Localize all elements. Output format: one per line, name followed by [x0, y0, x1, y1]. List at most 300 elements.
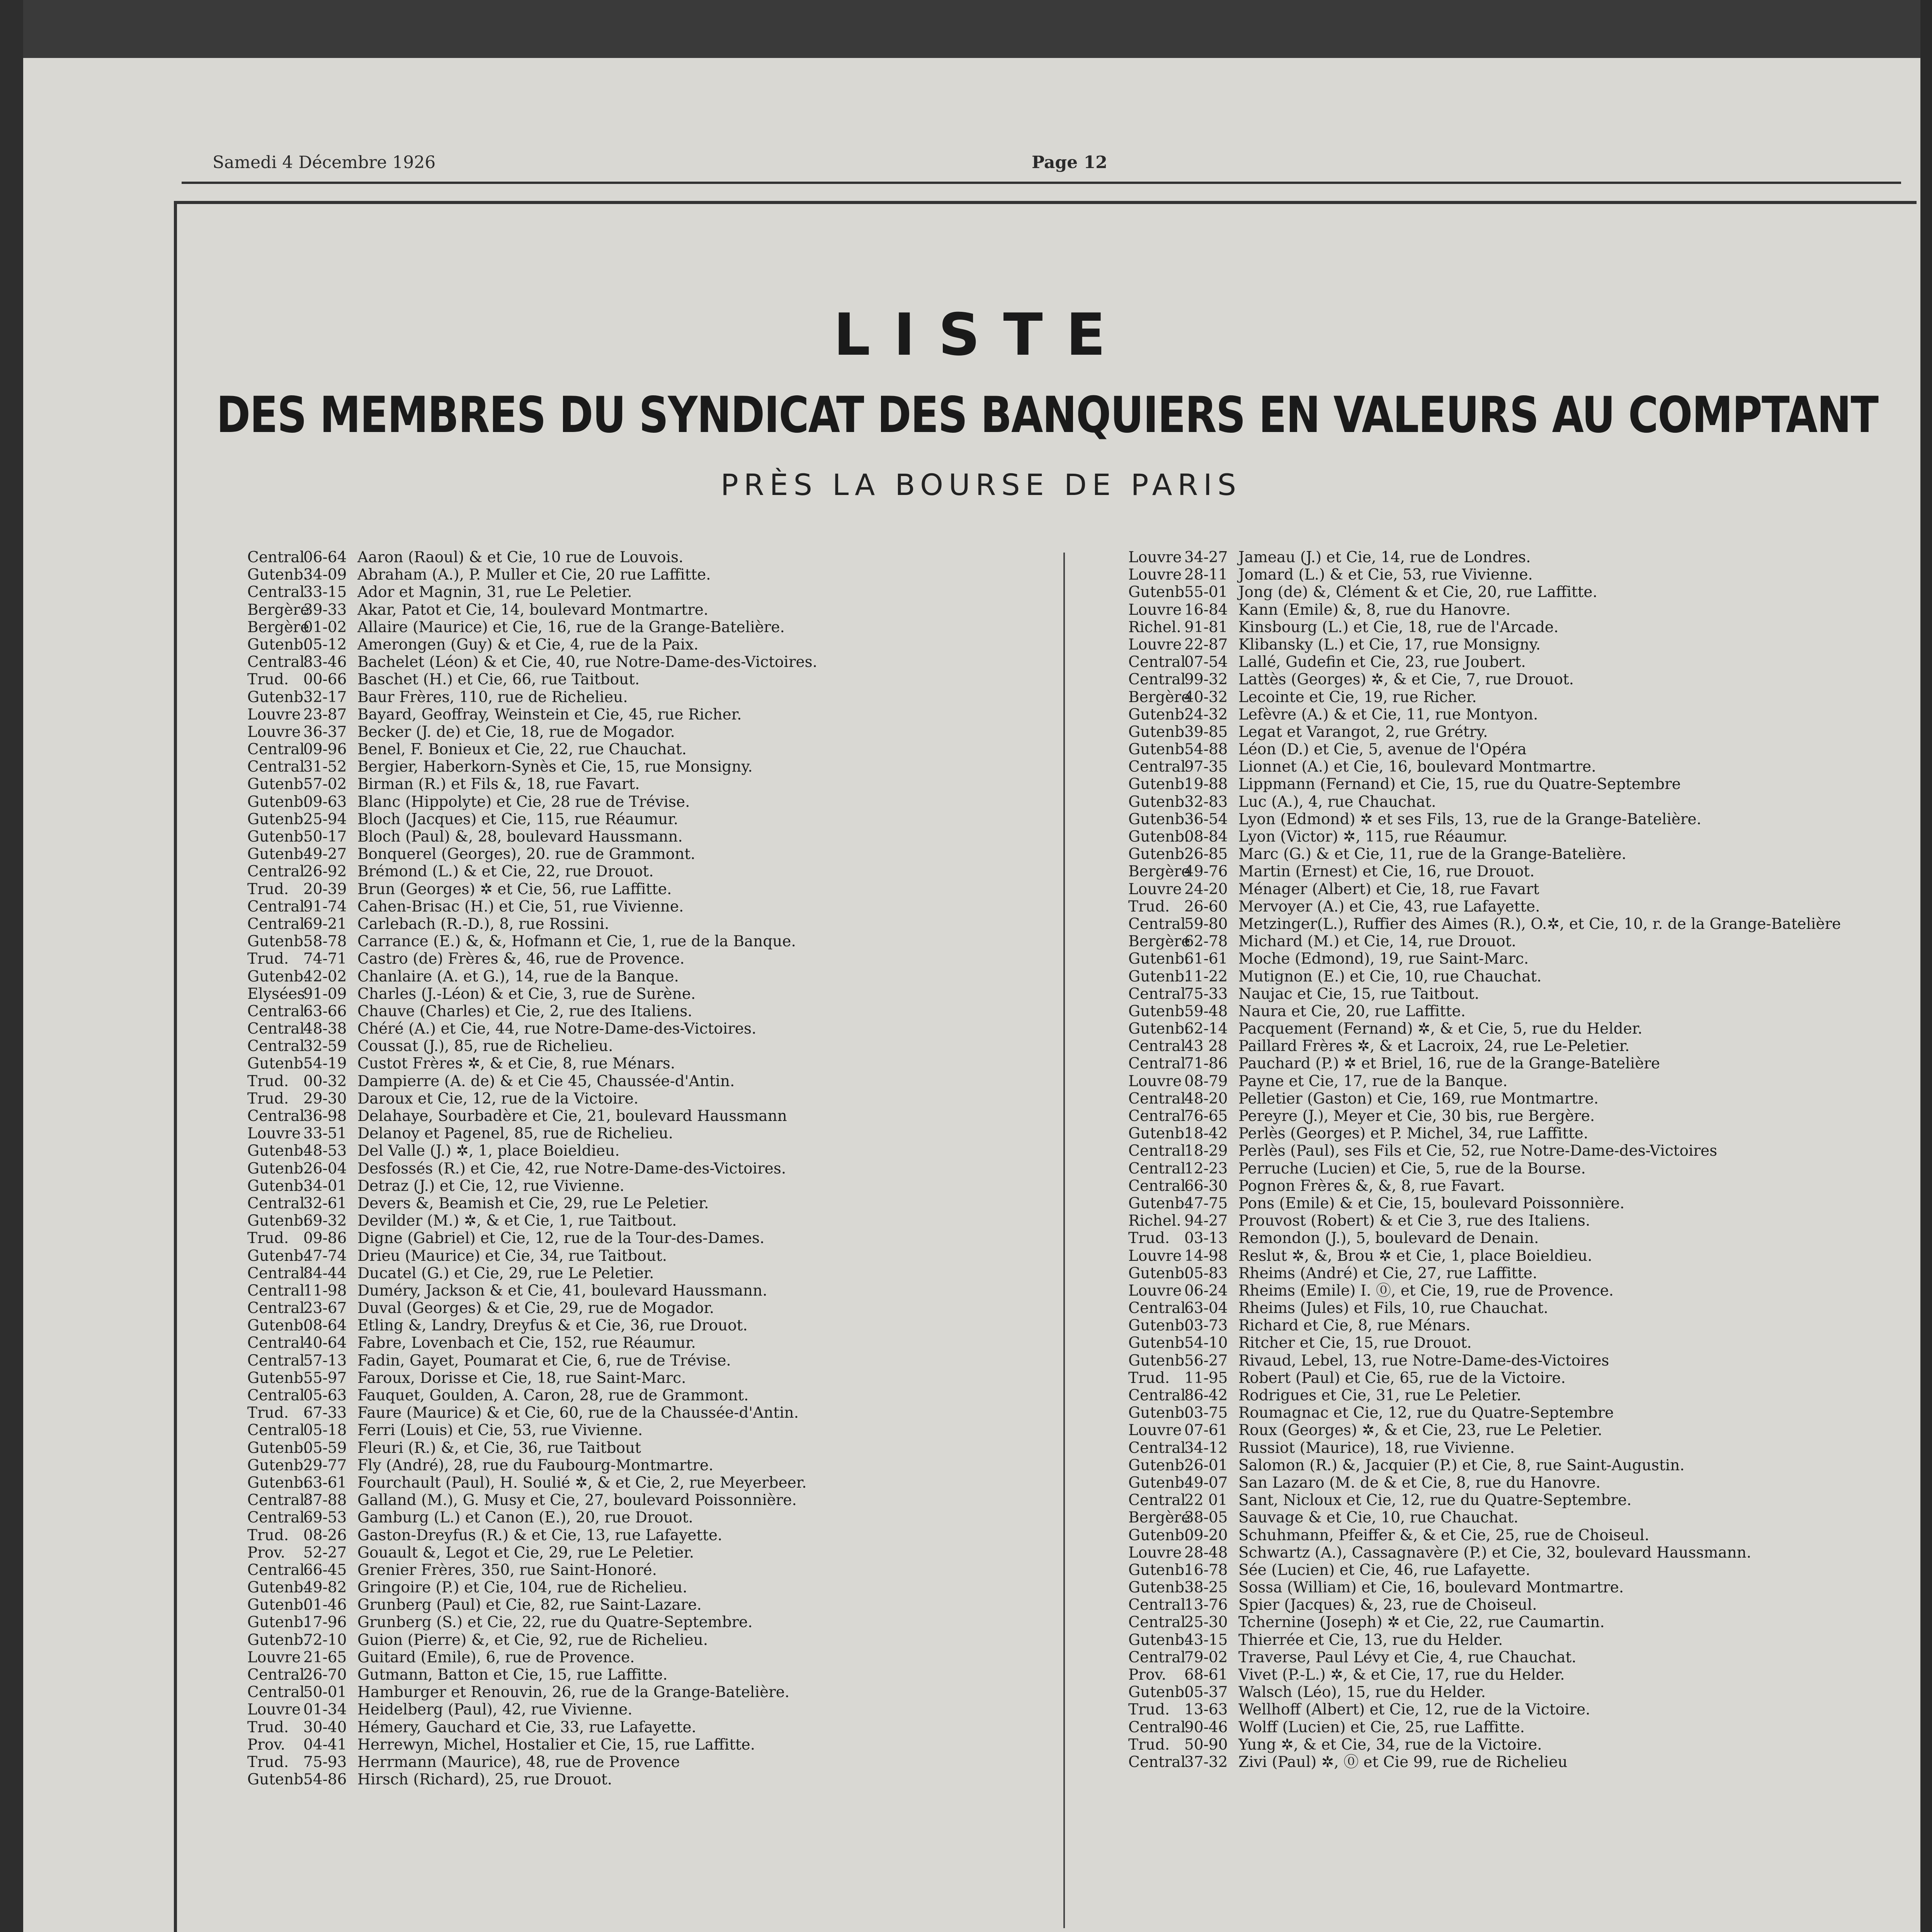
member-exchange: Gutenb. [1128, 1002, 1189, 1020]
member-phone: 09-86 [303, 1230, 347, 1247]
member-name-address: Schuhmann, Pfeiffer &, & et Cie, 25, rue de Choiseul. [1238, 1526, 1650, 1544]
member-phone: 20-39 [303, 880, 347, 898]
member-phone: 01-46 [303, 1596, 347, 1614]
member-name-address: Gutmann, Batton et Cie, 15, rue Laffitte. [357, 1666, 668, 1684]
member-name-address: Reslut ✲, &, Brou ✲ et Cie, 1, place Boieldieu. [1238, 1247, 1592, 1265]
member-phone: 49-07 [1184, 1474, 1228, 1492]
member-phone: 42-02 [303, 968, 347, 985]
member-exchange: Trud. [247, 1230, 289, 1247]
member-exchange: Gutenb. [247, 1596, 308, 1614]
member-phone: 22 01 [1184, 1492, 1228, 1509]
member-entry [247, 1649, 1059, 1666]
member-entry [1128, 1684, 1924, 1701]
member-entry [247, 1125, 1059, 1142]
member-name-address: Léon (D.) et Cie, 5, avenue de l'Opéra [1238, 741, 1527, 759]
member-phone: 67-33 [303, 1404, 347, 1422]
member-entry [247, 1334, 1059, 1352]
member-exchange: Central [247, 1020, 305, 1038]
member-entry [1128, 1020, 1924, 1037]
member-exchange: Gutenb. [247, 1439, 308, 1457]
member-exchange: Central [1128, 1299, 1186, 1317]
member-exchange: Central [247, 1509, 305, 1527]
member-phone: 26-01 [1184, 1456, 1228, 1474]
member-phone: 13-63 [1184, 1701, 1228, 1719]
member-phone: 63-66 [303, 1002, 347, 1020]
member-entry [1128, 1195, 1924, 1212]
member-name-address: Kann (Emile) &, 8, rue du Hanovre. [1238, 601, 1511, 619]
member-phone: 34-09 [303, 566, 347, 584]
member-exchange: Gutenb. [247, 1614, 308, 1631]
member-phone: 75-93 [303, 1753, 347, 1771]
member-name-address: Bloch (Paul) &, 28, boulevard Haussmann. [357, 828, 683, 845]
member-phone: 22-87 [1184, 636, 1228, 653]
member-entry [247, 1561, 1059, 1579]
member-name-address: Pons (Emile) & et Cie, 15, boulevard Poissonnière. [1238, 1194, 1625, 1212]
member-name-address: Gamburg (L.) et Canon (E.), 20, rue Drouot. [357, 1509, 693, 1527]
member-exchange: Central [247, 1264, 305, 1282]
member-phone: 03-13 [1184, 1230, 1228, 1247]
member-entry [247, 1317, 1059, 1334]
member-exchange: Gutenb. [1128, 1579, 1189, 1597]
member-exchange: Gutenb. [247, 968, 308, 985]
member-name-address: Castro (de) Frères &, 46, rue de Provence. [357, 950, 685, 968]
member-name-address: Rodrigues et Cie, 31, rue Le Peletier. [1238, 1387, 1521, 1404]
member-name-address: Becker (J. de) et Cie, 18, rue de Mogador. [357, 723, 675, 741]
member-name-address: Wolff (Lucien) et Cie, 25, rue Laffitte. [1238, 1718, 1525, 1736]
member-phone: 48-20 [1184, 1090, 1228, 1107]
member-name-address: Lefèvre (A.) & et Cie, 11, rue Montyon. [1238, 706, 1538, 723]
member-exchange: Gutenb. [1128, 1561, 1189, 1579]
member-name-address: Bayard, Geoffray, Weinstein et Cie, 45, rue Richer. [357, 706, 742, 723]
member-phone: 50-01 [303, 1684, 347, 1701]
member-exchange: Gutenb. [1128, 1526, 1189, 1544]
member-entry [1128, 1317, 1924, 1334]
member-exchange: Central [1128, 1492, 1186, 1509]
member-entry [1128, 1177, 1924, 1195]
member-exchange: Prov. [247, 1736, 286, 1753]
member-entry [1128, 1247, 1924, 1265]
member-name-address: Chauve (Charles) et Cie, 2, rue des Italiens. [357, 1002, 692, 1020]
member-phone: 05-18 [303, 1422, 347, 1439]
member-phone: 50-17 [303, 828, 347, 845]
member-exchange: Central [1128, 1439, 1186, 1457]
member-exchange: Louvre [247, 723, 301, 741]
member-phone: 54-88 [1184, 741, 1228, 759]
member-entry [1128, 1299, 1924, 1317]
member-phone: 43-15 [1184, 1631, 1228, 1649]
member-name-address: Pauchard (P.) ✲ et Briel, 16, rue de la Grange-Batelière [1238, 1055, 1660, 1073]
member-exchange: Gutenb. [1128, 706, 1189, 723]
member-name-address: Abraham (A.), P. Muller et Cie, 20 rue Laffitte. [357, 566, 711, 584]
member-exchange: Gutenb. [1128, 776, 1189, 793]
member-phone: 39-33 [303, 601, 347, 619]
member-exchange: Gutenb. [247, 636, 308, 653]
member-name-address: Daroux et Cie, 12, rue de la Victoire. [357, 1090, 639, 1107]
member-phone: 58-78 [303, 933, 347, 951]
member-entry [247, 933, 1059, 950]
member-phone: 66-30 [1184, 1177, 1228, 1195]
member-name-address: Klibansky (L.) et Cie, 17, rue Monsigny. [1238, 636, 1541, 653]
member-phone: 43 28 [1184, 1037, 1228, 1055]
member-exchange: Gutenb. [1128, 583, 1189, 601]
member-phone: 28-48 [1184, 1544, 1228, 1561]
member-phone: 39-85 [1184, 723, 1228, 741]
member-exchange: Central [1128, 1614, 1186, 1631]
member-entry [247, 1055, 1059, 1072]
member-entry [247, 793, 1059, 811]
member-entry [1128, 828, 1924, 845]
member-entry [247, 636, 1059, 653]
member-name-address: Faure (Maurice) & et Cie, 60, rue de la Chaussée-d'Antin. [357, 1404, 799, 1422]
member-name-address: Hamburger et Renouvin, 26, rue de la Grange-Batelière. [357, 1684, 790, 1701]
member-exchange: Richel. [1128, 1212, 1181, 1230]
member-exchange: Trud. [247, 880, 289, 898]
member-exchange: Trud. [247, 1526, 289, 1544]
member-exchange: Bergère [1128, 863, 1190, 881]
member-name-address: Schwartz (A.), Cassagnavère (P.) et Cie, 32, boulevard Haussmann. [1238, 1544, 1752, 1561]
member-exchange: Gutenb. [247, 566, 308, 584]
member-exchange: Central [247, 915, 305, 933]
member-name-address: Ador et Magnin, 31, rue Le Peletier. [357, 583, 632, 601]
member-entry [1128, 583, 1924, 601]
member-phone: 05-12 [303, 636, 347, 653]
member-name-address: Moche (Edmond), 19, rue Saint-Marc. [1238, 950, 1529, 968]
member-name-address: Devers &, Beamish et Cie, 29, rue Le Peletier. [357, 1194, 709, 1212]
member-name-address: Pelletier (Gaston) et Cie, 169, rue Montmartre. [1238, 1090, 1599, 1107]
member-entry [247, 741, 1059, 758]
member-phone: 99-32 [1184, 671, 1228, 689]
member-name-address: Legat et Varangot, 2, rue Grétry. [1238, 723, 1488, 741]
member-exchange: Central [1128, 1753, 1186, 1771]
member-entry [247, 1736, 1059, 1753]
member-exchange: Central [247, 898, 305, 915]
member-entry [247, 758, 1059, 776]
member-name-address: Blanc (Hippolyte) et Cie, 28 rue de Trévise. [357, 793, 690, 811]
member-exchange: Central [247, 1387, 305, 1404]
member-phone: 57-13 [303, 1352, 347, 1369]
member-phone: 11-98 [303, 1282, 347, 1299]
member-entry [1128, 1352, 1924, 1369]
member-exchange: Trud. [247, 1753, 289, 1771]
member-entry [1128, 1282, 1924, 1299]
member-phone: 36-98 [303, 1107, 347, 1125]
member-exchange: Gutenb. [247, 845, 308, 863]
member-name-address: Guitard (Emile), 6, rue de Provence. [357, 1648, 635, 1666]
member-exchange: Louvre [1128, 549, 1182, 566]
member-phone: 26-04 [303, 1160, 347, 1177]
member-phone: 32-59 [303, 1037, 347, 1055]
member-entry [1128, 636, 1924, 653]
member-name-address: Etling &, Landry, Dreyfus & et Cie, 36, rue Drouot. [357, 1317, 748, 1335]
member-entry [247, 1247, 1059, 1265]
member-entry [247, 1003, 1059, 1020]
member-phone: 18-29 [1184, 1142, 1228, 1160]
member-entry [1128, 898, 1924, 915]
member-phone: 49-76 [1184, 863, 1228, 881]
member-name-address: Fabre, Lovenbach et Cie, 152, rue Réaumur. [357, 1334, 696, 1352]
member-phone: 14-98 [1184, 1247, 1228, 1265]
member-name-address: Traverse, Paul Lévy et Cie, 4, rue Chauchat. [1238, 1648, 1577, 1666]
member-name-address: Metzinger(L.), Ruffier des Aimes (R.), O.✲, et Cie, 10, r. de la Grange-Batelière [1238, 915, 1841, 933]
member-exchange: Louvre [247, 1701, 301, 1719]
member-exchange: Gutenb. [1128, 1474, 1189, 1492]
member-exchange: Louvre [247, 706, 301, 723]
member-phone: 29-30 [303, 1090, 347, 1107]
member-phone: 33-15 [303, 583, 347, 601]
member-entry [247, 1422, 1059, 1439]
member-phone: 83-46 [303, 653, 347, 671]
member-phone: 34-01 [303, 1177, 347, 1195]
member-phone: 16-84 [1184, 601, 1228, 619]
member-name-address: Digne (Gabriel) et Cie, 12, rue de la Tour-des-Dames. [357, 1230, 765, 1247]
member-exchange: Gutenb. [247, 1579, 308, 1597]
member-exchange: Louvre [1128, 880, 1182, 898]
member-exchange: Trud. [247, 671, 289, 689]
member-phone: 49-27 [303, 845, 347, 863]
member-entry [247, 1579, 1059, 1596]
member-exchange: Gutenb. [247, 1212, 308, 1230]
member-name-address: Hirsch (Richard), 25, rue Drouot. [357, 1771, 612, 1789]
member-phone: 40-32 [1184, 688, 1228, 706]
member-name-address: Wellhoff (Albert) et Cie, 12, rue de la Victoire. [1238, 1701, 1590, 1719]
member-entry [1128, 1073, 1924, 1090]
member-entry [1128, 1334, 1924, 1352]
member-name-address: Naujac et Cie, 15, rue Taitbout. [1238, 985, 1480, 1003]
member-entry [247, 1177, 1059, 1195]
member-name-address: Rheims (André) et Cie, 27, rue Laffitte. [1238, 1264, 1537, 1282]
member-exchange: Gutenb. [247, 1456, 308, 1474]
member-name-address: Devilder (M.) ✲, & et Cie, 1, rue Taitbout. [357, 1212, 677, 1230]
title-main: DES MEMBRES DU SYNDICAT DES BANQUIERS EN VALEURS AU COMPTANT [216, 386, 1878, 444]
member-phone: 69-21 [303, 915, 347, 933]
member-entry [1128, 1474, 1924, 1492]
page-number: Page 12 [1032, 153, 1107, 172]
member-entry [1128, 1561, 1924, 1579]
member-phone: 37-32 [1184, 1753, 1228, 1771]
member-phone: 68-61 [1184, 1666, 1228, 1684]
member-exchange: Gutenb. [247, 793, 308, 811]
member-exchange: Louvre [1128, 1247, 1182, 1265]
member-exchange: Gutenb. [1128, 1631, 1189, 1649]
member-name-address: Herrmann (Maurice), 48, rue de Provence [357, 1753, 680, 1771]
member-phone: 25-30 [1184, 1614, 1228, 1631]
member-entry [247, 915, 1059, 933]
member-phone: 63-04 [1184, 1299, 1228, 1317]
member-phone: 07-54 [1184, 653, 1228, 671]
member-name-address: Sée (Lucien) et Cie, 46, rue Lafayette. [1238, 1561, 1531, 1579]
member-entry [247, 1230, 1059, 1247]
member-entry [247, 1492, 1059, 1509]
member-entry [1128, 1649, 1924, 1666]
member-name-address: Rheims (Emile) I. ⓪, et Cie, 19, rue de Provence. [1238, 1282, 1614, 1299]
member-name-address: Vivet (P.-L.) ✲, & et Cie, 17, rue du Helder. [1238, 1666, 1565, 1684]
member-name-address: Baur Frères, 110, rue de Richelieu. [357, 688, 628, 706]
member-exchange: Central [1128, 1107, 1186, 1125]
member-entry [247, 881, 1059, 898]
member-exchange: Gutenb. [247, 1474, 308, 1492]
member-entry [1128, 933, 1924, 950]
member-phone: 71-86 [1184, 1055, 1228, 1073]
member-entry [1128, 1509, 1924, 1526]
member-entry [1128, 1160, 1924, 1177]
member-exchange: Bergère [247, 618, 310, 636]
member-exchange: Central [1128, 1387, 1186, 1404]
member-exchange: Central [247, 863, 305, 881]
member-name-address: Brun (Georges) ✲ et Cie, 56, rue Laffitte. [357, 880, 672, 898]
member-phone: 33-51 [303, 1125, 347, 1143]
member-entry [247, 601, 1059, 619]
member-name-address: Bergier, Haberkorn-Synès et Cie, 15, rue Monsigny. [357, 758, 753, 776]
member-phone: 62-78 [1184, 933, 1228, 951]
member-name-address: Rheims (Jules) et Fils, 10, rue Chauchat. [1238, 1299, 1548, 1317]
member-entry [1128, 1719, 1924, 1736]
member-phone: 69-53 [303, 1509, 347, 1527]
member-name-address: Yung ✲, & et Cie, 34, rue de la Victoire. [1238, 1736, 1542, 1753]
member-phone: 69-32 [303, 1212, 347, 1230]
member-name-address: Custot Frères ✲, & et Cie, 8, rue Ménars. [357, 1055, 675, 1073]
member-entry [1128, 1631, 1924, 1649]
member-name-address: Sossa (William) et Cie, 16, boulevard Montmartre. [1238, 1579, 1624, 1597]
member-name-address: Delanoy et Pagenel, 85, rue de Richelieu. [357, 1125, 673, 1143]
member-name-address: Perruche (Lucien) et Cie, 5, rue de la Bourse. [1238, 1160, 1586, 1177]
member-phone: 48-38 [303, 1020, 347, 1038]
member-phone: 38-25 [1184, 1579, 1228, 1597]
member-entry [247, 583, 1059, 601]
member-phone: 18-42 [1184, 1125, 1228, 1143]
member-entry [247, 1387, 1059, 1404]
member-exchange: Gutenb. [1128, 1264, 1189, 1282]
member-phone: 08-79 [1184, 1072, 1228, 1090]
member-phone: 00-66 [303, 671, 347, 689]
member-name-address: Grenier Frères, 350, rue Saint-Honoré. [357, 1561, 657, 1579]
member-entry [247, 1142, 1059, 1160]
member-entry [1128, 619, 1924, 636]
member-phone: 52-27 [303, 1544, 347, 1561]
member-exchange: Central [247, 1002, 305, 1020]
member-entry [1128, 671, 1924, 688]
member-entry [247, 566, 1059, 583]
member-entry [247, 723, 1059, 741]
member-phone: 06-64 [303, 549, 347, 566]
member-exchange: Gutenb. [247, 1055, 308, 1073]
member-phone: 49-82 [303, 1579, 347, 1597]
member-phone: 91-81 [1184, 618, 1228, 636]
member-phone: 08-26 [303, 1526, 347, 1544]
member-name-address: Spier (Jacques) &, 23, rue de Choiseul. [1238, 1596, 1537, 1614]
member-name-address: Desfossés (R.) et Cie, 42, rue Notre-Dame-des-Victoires. [357, 1160, 786, 1177]
member-name-address: Lallé, Gudefin et Cie, 23, rue Joubert. [1238, 653, 1526, 671]
member-exchange: Louvre [247, 1125, 301, 1143]
member-name-address: Hémery, Gauchard et Cie, 33, rue Lafayette. [357, 1718, 696, 1736]
member-exchange: Central [1128, 653, 1186, 671]
member-exchange: Central [1128, 1142, 1186, 1160]
member-exchange: Bergère [1128, 688, 1190, 706]
member-phone: 32-61 [303, 1194, 347, 1212]
member-name-address: Lionnet (A.) et Cie, 16, boulevard Montmartre. [1238, 758, 1596, 776]
member-name-address: Marc (G.) & et Cie, 11, rue de la Grange-Batelière. [1238, 845, 1626, 863]
member-exchange: Central [1128, 1718, 1186, 1736]
member-entry [1128, 1369, 1924, 1387]
member-exchange: Central [1128, 671, 1186, 689]
title-subtitle: PRÈS LA BOURSE DE PARIS [721, 468, 1242, 502]
member-phone: 01-02 [303, 618, 347, 636]
member-entry [1128, 1596, 1924, 1614]
member-phone: 03-75 [1184, 1404, 1228, 1422]
member-phone: 34-27 [1184, 549, 1228, 566]
member-name-address: Birman (R.) et Fils &, 18, rue Favart. [357, 776, 640, 793]
member-exchange: Gutenb. [247, 810, 308, 828]
member-phone: 05-63 [303, 1387, 347, 1404]
member-name-address: Lyon (Edmond) ✲ et ses Fils, 13, rue de la Grange-Batelière. [1238, 810, 1702, 828]
member-phone: 07-61 [1184, 1422, 1228, 1439]
member-name-address: Lyon (Victor) ✲, 115, rue Réaumur. [1238, 828, 1508, 845]
member-phone: 47-75 [1184, 1194, 1228, 1212]
member-entry [247, 689, 1059, 706]
title-liste: LISTE [833, 301, 1129, 369]
member-entry [247, 706, 1059, 723]
member-entry [1128, 985, 1924, 1003]
member-entry [247, 776, 1059, 793]
member-entry [247, 1037, 1059, 1055]
member-entry [1128, 741, 1924, 758]
member-entry [247, 985, 1059, 1003]
member-name-address: Baschet (H.) et Cie, 66, rue Taitbout. [357, 671, 640, 689]
member-phone: 91-74 [303, 898, 347, 915]
member-exchange: Gutenb. [247, 1317, 308, 1335]
member-phone: 00-32 [303, 1072, 347, 1090]
member-exchange: Central [247, 1561, 305, 1579]
member-phone: 25-94 [303, 810, 347, 828]
member-phone: 26-92 [303, 863, 347, 881]
member-entry [247, 968, 1059, 985]
member-name-address: Brémond (L.) & et Cie, 22, rue Drouot. [357, 863, 654, 881]
member-name-address: Zivi (Paul) ✲, ⓪ et Cie 99, rue de Richelieu [1238, 1753, 1568, 1771]
member-entry [247, 619, 1059, 636]
member-phone: 29-77 [303, 1456, 347, 1474]
member-exchange: Central [247, 1422, 305, 1439]
member-entry [247, 1474, 1059, 1492]
member-entry [1128, 968, 1924, 985]
member-name-address: Gouault &, Legot et Cie, 29, rue Le Peletier. [357, 1544, 694, 1561]
member-entry [1128, 1055, 1924, 1072]
member-exchange: Central [1128, 1037, 1186, 1055]
member-exchange: Central [247, 1194, 305, 1212]
member-name-address: Fadin, Gayet, Poumarat et Cie, 6, rue de Trévise. [357, 1352, 731, 1369]
member-entry [247, 863, 1059, 880]
member-exchange: Central [1128, 758, 1186, 776]
member-exchange: Gutenb. [247, 1771, 308, 1789]
member-phone: 21-65 [303, 1648, 347, 1666]
member-phone: 32-17 [303, 688, 347, 706]
member-name-address: Pereyre (J.), Meyer et Cie, 30 bis, rue Bergère. [1238, 1107, 1595, 1125]
member-phone: 03-73 [1184, 1317, 1228, 1335]
member-phone: 91-09 [303, 985, 347, 1003]
member-name-address: Ferri (Louis) et Cie, 53, rue Vivienne. [357, 1422, 643, 1439]
member-entry [1128, 1037, 1924, 1055]
member-entry [247, 1666, 1059, 1684]
member-entry [1128, 1736, 1924, 1753]
member-exchange: Central [1128, 915, 1186, 933]
member-entry [1128, 758, 1924, 776]
member-name-address: Fauquet, Goulden, A. Caron, 28, rue de Grammont. [357, 1387, 749, 1404]
member-phone: 50-90 [1184, 1736, 1228, 1753]
member-exchange: Gutenb. [1128, 741, 1189, 759]
member-entry [247, 1684, 1059, 1701]
member-name-address: Sauvage & et Cie, 10, rue Chauchat. [1238, 1509, 1519, 1527]
member-exchange: Louvre [1128, 636, 1182, 653]
member-exchange: Trud. [247, 1090, 289, 1107]
member-entry [247, 671, 1059, 688]
